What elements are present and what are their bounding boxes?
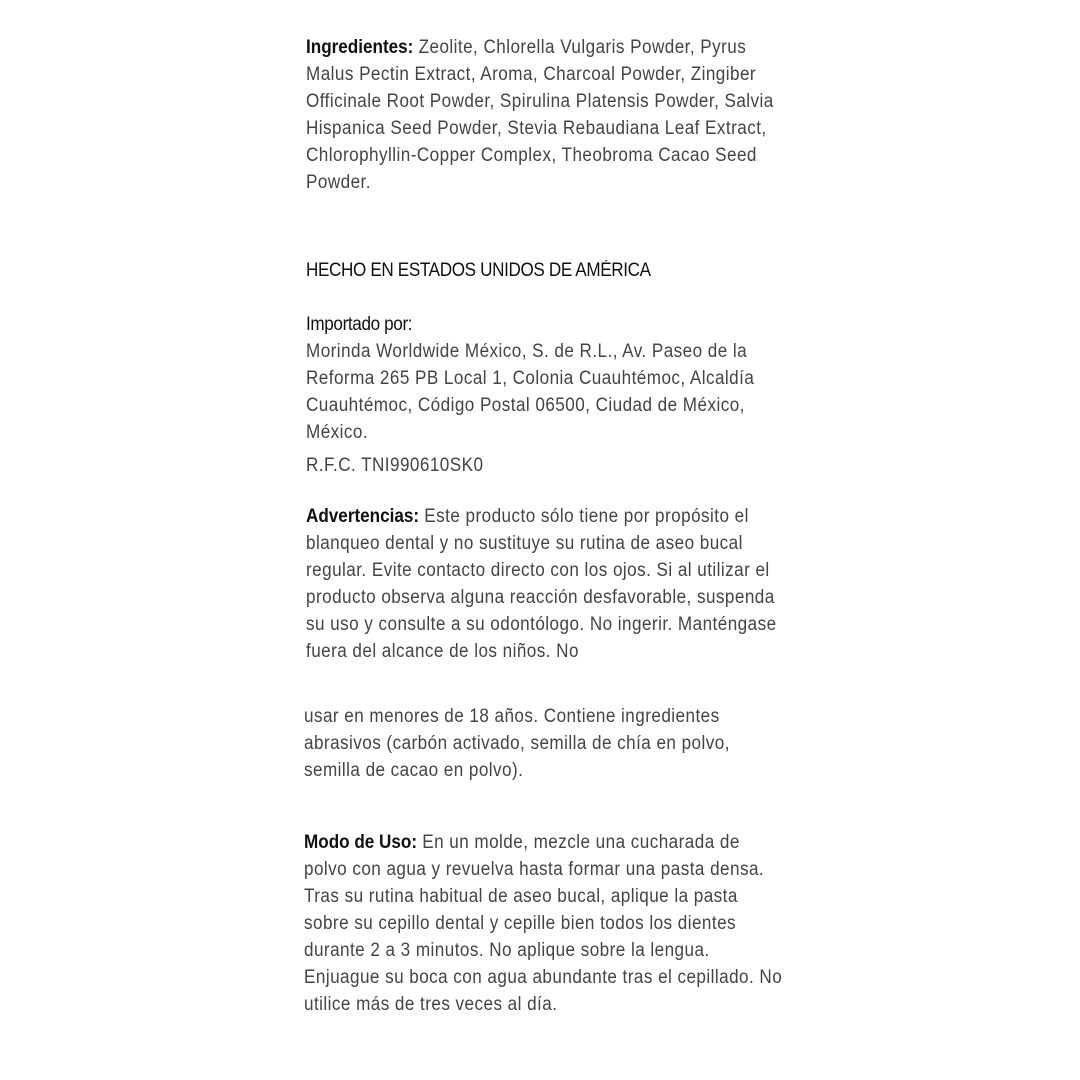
- importer-section: [306, 311, 788, 446]
- importer-address: Morinda Worldwide México, S. de R.L., Av. Paseo de la Reforma 265 PB Local 1, Colonia Cuauhtémoc, Alcaldía Cuauhtémoc, Código Postal 06500, Ciudad de México, México.: [306, 341, 755, 443]
- ingredients-label: Ingredientes:: [306, 37, 414, 58]
- usage-text: En un molde, mezcle una cucharada de polvo con agua y revuelva hasta formar una pasta densa. Tras su rutina habitual de aseo bucal, aplique la pasta sobre su cepillo dental y cepille bien todos los dientes durante 2 a 3 minutos. No aplique sobre la lengua. Enjuague su boca con agua abundante tras el cepillado. No utilice más de tres veces al día.: [304, 832, 783, 1015]
- importer-label: Importado por:: [306, 314, 413, 335]
- rfc-number: R.F.C. TNI990610SK0: [306, 455, 484, 476]
- usage-section: [304, 829, 786, 1018]
- warnings-continued-text: usar en menores de 18 años. Contiene ingredientes abrasivos (carbón activado, semilla de chía en polvo, semilla de cacao en polvo).: [304, 706, 730, 781]
- usage-label: Modo de Uso:: [304, 832, 418, 853]
- ingredients-text: Zeolite, Chlorella Vulgaris Powder, Pyrus Malus Pectin Extract, Aroma, Charcoal Powder, Zingiber Officinale Root Powder, Spirulina Platensis Powder, Salvia Hispanica Seed Powder, Stevia Rebaudiana Leaf Extract, Chlorophyllin-Copper Complex, Theobroma Cacao Seed Powder.: [306, 37, 774, 193]
- ingredients-section: [306, 34, 788, 196]
- made-in-heading: HECHO EN ESTADOS UNIDOS DE AMÉRICA: [306, 260, 651, 281]
- warnings-text: Este producto sólo tiene por propósito el blanqueo dental y no sustituye su rutina de aseo bucal regular. Evite contacto directo con los ojos. Si al utilizar el producto observa alguna reacción desfavorable, suspenda su uso y consulte a su odontólogo. No ingerir. Manténgase fuera del alcance de los niños. No: [306, 506, 777, 662]
- warnings-section: [306, 503, 788, 665]
- warnings-label: Advertencias:: [306, 506, 420, 527]
